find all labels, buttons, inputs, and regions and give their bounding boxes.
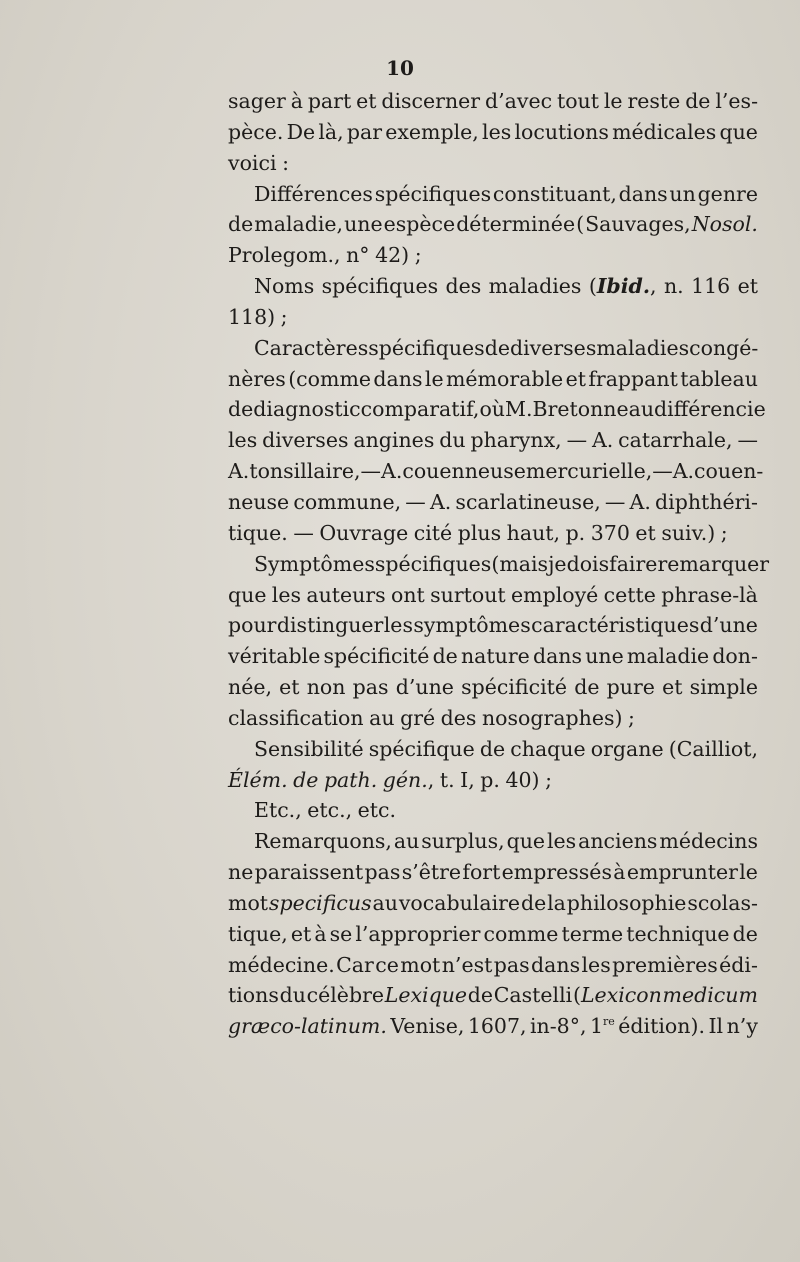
word: symptômes: [413, 613, 531, 638]
word: scarlatineuse,: [455, 489, 601, 514]
word: s’être: [401, 860, 462, 885]
word: ont: [391, 582, 425, 607]
word: une: [344, 212, 383, 237]
text-line: [228, 456, 764, 487]
word: maladies: [488, 274, 582, 299]
word: voici: [228, 150, 277, 175]
word: les: [482, 119, 512, 144]
word: genre: [697, 181, 758, 206]
word: maladie: [626, 644, 710, 669]
word: n’est: [441, 952, 493, 977]
word: les: [581, 952, 611, 977]
word: 118): [228, 304, 276, 329]
word: A.: [429, 489, 452, 514]
text-line: [228, 394, 766, 425]
word: dans: [531, 952, 581, 977]
word: A.: [591, 428, 614, 453]
word: M.: [504, 397, 533, 422]
word: 1607,: [467, 1014, 527, 1039]
text-line: [228, 703, 758, 734]
word: ;: [720, 520, 728, 545]
word: comme: [483, 921, 559, 946]
word: diagnostic: [253, 397, 361, 422]
word: déterminée: [456, 212, 576, 237]
word: pour: [228, 613, 277, 638]
word: et: [290, 921, 312, 946]
word: faire: [609, 551, 658, 576]
word: Etc.,: [254, 798, 302, 823]
word: (Lexicon: [572, 983, 662, 1008]
word: A.: [228, 459, 250, 484]
word: locutions: [514, 119, 609, 144]
word: des: [440, 705, 477, 730]
word: là,: [318, 119, 344, 144]
word: et: [356, 89, 377, 113]
word: l’approprier: [355, 921, 481, 946]
word: que: [719, 119, 758, 144]
word: par: [346, 119, 383, 144]
word: n’y: [726, 1014, 758, 1039]
word: 42): [375, 243, 410, 268]
text-line: [228, 1011, 758, 1042]
word: —: [293, 520, 314, 545]
word: scolas-: [687, 890, 758, 915]
text-line: [228, 980, 758, 1011]
word: tique.: [228, 520, 288, 545]
word: Ouvrage: [319, 520, 409, 545]
word: dois: [566, 551, 610, 576]
word: commune,: [293, 489, 402, 514]
word: Différences: [254, 181, 373, 206]
text-line: [228, 86, 758, 117]
text-line: [228, 333, 758, 364]
word: ;: [414, 243, 422, 268]
text-line: [228, 271, 758, 302]
word: pure: [606, 675, 655, 700]
word: au: [393, 829, 420, 854]
word: médecine.: [228, 952, 335, 977]
text-line: [228, 919, 758, 950]
word: diphthéri-: [655, 489, 758, 514]
word: frappant: [588, 366, 678, 391]
word: Venise,: [390, 1014, 465, 1039]
word: surplus,: [421, 829, 505, 854]
word: édi-: [719, 952, 758, 977]
word: de: [228, 397, 254, 422]
word: Lexique: [384, 983, 468, 1008]
word: medicum: [662, 983, 758, 1008]
word: philosophie: [566, 890, 687, 915]
word: à: [290, 89, 303, 113]
word: (Cailliot,: [668, 736, 758, 761]
text-line: [228, 580, 758, 611]
word: vocabulaire: [398, 890, 521, 915]
word: et: [737, 274, 758, 299]
word: une: [585, 644, 624, 669]
word: —: [737, 428, 758, 453]
word: (comme: [288, 366, 372, 391]
word: —: [604, 489, 626, 514]
text-line: [228, 179, 758, 210]
word: ;: [628, 705, 635, 730]
word: tout: [556, 89, 599, 113]
word: de: [484, 335, 510, 360]
word: véritable: [228, 644, 321, 669]
word: mot: [228, 890, 269, 915]
word: exemple,: [385, 119, 479, 144]
text-line: [228, 364, 758, 395]
word: tions: [228, 983, 279, 1008]
text-line: [228, 888, 758, 919]
text-line: [228, 487, 758, 518]
word: organe: [590, 736, 664, 761]
word: don-: [712, 644, 758, 669]
word: le: [424, 366, 444, 391]
word: à: [613, 860, 626, 885]
word: angines: [353, 428, 435, 453]
text-line: [228, 425, 758, 456]
word: De: [286, 119, 316, 144]
word: spécifiques: [374, 181, 492, 206]
word: ;: [280, 304, 288, 329]
word: couenneuse: [402, 459, 526, 484]
word: d’une: [395, 675, 454, 700]
word: spécifiques: [374, 551, 492, 576]
body-text: [228, 86, 770, 1042]
word: Noms: [254, 274, 315, 299]
word: etc.: [357, 798, 397, 823]
word: catarrhale,: [618, 428, 733, 453]
word: congé-: [689, 335, 759, 360]
word: où: [479, 397, 505, 422]
word: ne: [228, 860, 254, 885]
text-line: [228, 518, 758, 549]
word: tonsillaire,—A.: [249, 459, 403, 484]
word: je: [548, 551, 567, 576]
word: maladie,: [254, 212, 344, 237]
text-line: [228, 302, 758, 333]
word: surtout: [430, 582, 506, 607]
word: Bretonneau: [532, 397, 655, 422]
word: pas: [493, 952, 530, 977]
word: haut,: [506, 520, 561, 545]
word: specificus: [268, 890, 372, 915]
word: le: [603, 89, 623, 113]
word: path.: [323, 767, 378, 792]
page-number: 10: [386, 56, 414, 80]
word: spécifiques: [321, 274, 439, 299]
word: simple: [689, 675, 758, 700]
word: de: [520, 890, 547, 915]
word: 370: [590, 520, 630, 545]
text-line: [228, 240, 758, 271]
word: Caractères: [254, 335, 369, 360]
word: n°: [346, 243, 370, 268]
word: Symptômes: [254, 551, 375, 576]
word: pas: [352, 675, 389, 700]
word: 1re: [589, 1014, 615, 1039]
word: 116: [691, 274, 731, 299]
word: anciens: [578, 829, 658, 854]
word: 40): [505, 767, 540, 792]
word: d’une: [699, 613, 758, 638]
word: les: [228, 428, 258, 453]
word: Il: [708, 1014, 724, 1039]
word: nères: [228, 366, 286, 391]
word: phrase-là: [661, 582, 758, 607]
word: auteurs: [306, 582, 386, 607]
word: :: [282, 150, 289, 175]
word: de: [574, 675, 600, 700]
word: paraissent: [254, 860, 364, 885]
word: diverses: [262, 428, 349, 453]
text-line: [228, 209, 758, 240]
word: comparatif,: [360, 397, 480, 422]
word: Sauvages,: [585, 212, 691, 237]
word: de: [293, 767, 319, 792]
text-line: [228, 857, 758, 888]
word: que: [506, 829, 546, 854]
word: (Ibid.,: [588, 274, 657, 299]
word: technique: [626, 921, 730, 946]
word: mercurielle,—A.: [525, 459, 695, 484]
word: médicales: [612, 119, 717, 144]
word: —: [405, 489, 426, 514]
word: tableau: [680, 366, 758, 391]
word: ;: [545, 767, 552, 792]
word: spécifique: [368, 736, 475, 761]
word: l’es-: [715, 89, 758, 113]
word: emprunter: [626, 860, 738, 885]
word: tique,: [228, 921, 288, 946]
word: p.: [565, 520, 586, 545]
word: maladies: [596, 335, 690, 360]
word: au: [369, 705, 395, 730]
word: (: [576, 212, 585, 237]
word: dans: [373, 366, 423, 391]
word: pas: [364, 860, 401, 885]
word: que: [228, 582, 267, 607]
word: part: [307, 89, 352, 113]
word: dans: [618, 181, 668, 206]
word: née,: [228, 675, 272, 700]
word: des: [445, 274, 482, 299]
word: (mais: [491, 551, 549, 576]
word: les: [271, 582, 302, 607]
word: cité: [413, 520, 453, 545]
word: græco-latinum.: [228, 1014, 387, 1039]
text-line: [228, 610, 758, 641]
word: les: [383, 613, 413, 638]
text-line: [228, 950, 758, 981]
word: sager: [228, 89, 286, 113]
word: suiv.): [661, 520, 716, 545]
word: spécificité: [323, 644, 430, 669]
word: neuse: [228, 489, 290, 514]
text-line: [228, 117, 758, 148]
word: de: [685, 89, 711, 113]
word: un: [669, 181, 696, 206]
word: employé: [511, 582, 599, 607]
text-line: [228, 549, 770, 580]
word: I,: [460, 767, 475, 792]
word: in-8°,: [530, 1014, 587, 1039]
word: ce: [375, 952, 399, 977]
word: Élém.: [228, 767, 288, 792]
word: nature: [460, 644, 530, 669]
word: à: [314, 921, 327, 946]
word: fort: [462, 860, 501, 885]
word: etc.,: [307, 798, 353, 823]
word: gré: [400, 705, 436, 730]
text-line: [228, 795, 758, 826]
word: célèbre: [306, 983, 384, 1008]
word: —: [566, 428, 588, 453]
word: édition).: [618, 1014, 705, 1039]
word: et: [635, 520, 656, 545]
word: couen-: [694, 459, 764, 484]
text-line: [228, 672, 758, 703]
word: et: [662, 675, 683, 700]
word: nosographes): [481, 705, 623, 730]
text-line: [228, 734, 758, 765]
word: distinguer: [276, 613, 384, 638]
word: Nosol.: [691, 212, 758, 237]
word: gén.,: [382, 767, 435, 792]
word: p.: [480, 767, 500, 792]
text-line: [228, 826, 758, 857]
word: terme: [561, 921, 624, 946]
word: t.: [439, 767, 455, 792]
word: de: [479, 736, 506, 761]
word: plus: [457, 520, 502, 545]
word: caractéristiques: [531, 613, 700, 638]
word: remarquer: [657, 551, 770, 576]
text-line: [228, 765, 758, 796]
word: pèce.: [228, 119, 284, 144]
word: de: [228, 212, 254, 237]
word: la: [547, 890, 566, 915]
word: se: [329, 921, 353, 946]
word: discerner: [381, 89, 481, 113]
word: classification: [228, 705, 364, 730]
word: d’avec: [485, 89, 553, 113]
word: les: [546, 829, 577, 854]
word: Car: [336, 952, 374, 977]
word: diverses: [509, 335, 597, 360]
word: constituant,: [492, 181, 617, 206]
word: du: [439, 428, 466, 453]
word: mémorable: [445, 366, 564, 391]
word: reste: [627, 89, 681, 113]
word: Castelli: [493, 983, 573, 1008]
word: cette: [603, 582, 656, 607]
word: et: [279, 675, 300, 700]
word: mot: [400, 952, 441, 977]
word: spécifiques: [368, 335, 485, 360]
word: de: [467, 983, 494, 1008]
word: Remarquons,: [254, 829, 392, 854]
word: chaque: [510, 736, 586, 761]
word: premières: [612, 952, 718, 977]
word: non: [306, 675, 346, 700]
word: empressés: [501, 860, 612, 885]
word: différencie: [654, 397, 766, 422]
word: A.: [629, 489, 651, 514]
word: de: [432, 644, 458, 669]
word: et: [565, 366, 586, 391]
word: du: [279, 983, 306, 1008]
text-line: [228, 641, 758, 672]
word: dans: [532, 644, 583, 669]
word: spécificité: [461, 675, 568, 700]
word: Prolegom.,: [228, 243, 341, 268]
word: n.: [663, 274, 684, 299]
word: Sensibilité: [254, 736, 364, 761]
word: de: [732, 921, 758, 946]
word: pharynx,: [470, 428, 562, 453]
word: au: [372, 890, 398, 915]
word: le: [739, 860, 758, 885]
word: espèce: [383, 212, 456, 237]
word: médecins: [659, 829, 758, 854]
text-line: [228, 148, 758, 179]
